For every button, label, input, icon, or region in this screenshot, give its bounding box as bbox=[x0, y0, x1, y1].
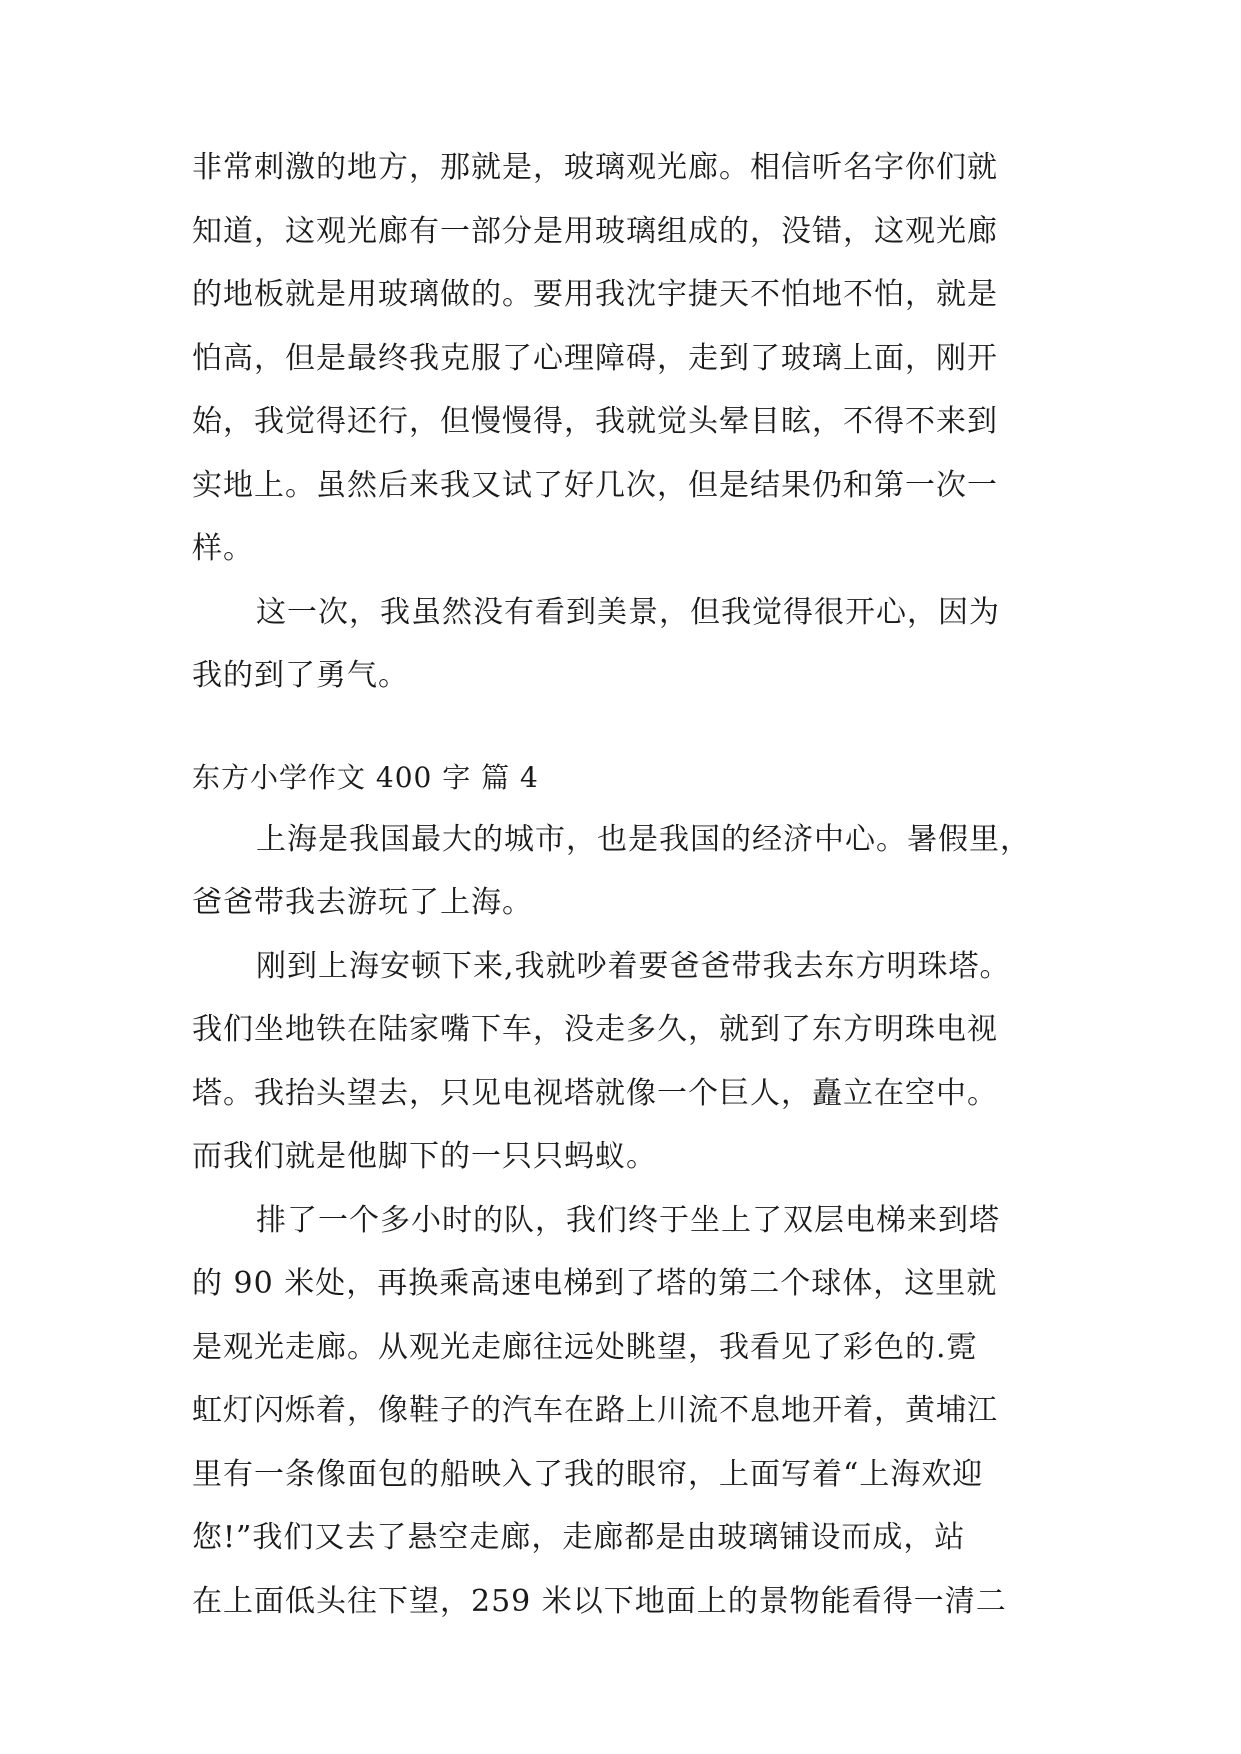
paragraph-line: 刚到上海安顿下来,我就吵着要爸爸带我去东方明珠塔。 bbox=[256, 949, 1011, 984]
paragraph-line: 是观光走廊。从观光走廊往远处眺望，我看见了彩色的.霓 bbox=[192, 1330, 978, 1365]
paragraph-line: 实地上。虽然后来我又试了好几次，但是结果仍和第一次一 bbox=[192, 468, 998, 503]
paragraph-line: 上海是我国最大的城市，也是我国的经济中心。暑假里， bbox=[256, 822, 1031, 857]
paragraph-line: 我们坐地铁在陆家嘴下车，没走多久，就到了东方明珠电视 bbox=[192, 1012, 998, 1047]
paragraph-line: 怕高，但是最终我克服了心理障碍，走到了玻璃上面，刚开 bbox=[192, 341, 998, 376]
paragraph-line: 您!”我们又去了悬空走廊，走廊都是由玻璃铺设而成，站 bbox=[192, 1520, 966, 1555]
paragraph-line: 里有一条像面包的船映入了我的眼帘，上面写着“上海欢迎 bbox=[192, 1457, 984, 1492]
paragraph-line: 虹灯闪烁着，像鞋子的汽车在路上川流不息地开着，黄埔江 bbox=[192, 1393, 998, 1428]
section-heading: 东方小学作文 400 字 篇 4 bbox=[192, 761, 539, 794]
paragraph-line: 这一次，我虽然没有看到美景，但我觉得很开心，因为 bbox=[256, 595, 1000, 630]
paragraph-line: 在上面低头往下望，259 米以下地面上的景物能看得一清二 bbox=[192, 1584, 1007, 1619]
paragraph-line: 的地板就是用玻璃做的。要用我沈宇捷天不怕地不怕，就是 bbox=[192, 277, 998, 312]
paragraph-line: 知道，这观光廊有一部分是用玻璃组成的，没错，这观光廊 bbox=[192, 214, 998, 249]
paragraph-line: 的 90 米处，再换乘高速电梯到了塔的第二个球体，这里就 bbox=[192, 1266, 998, 1301]
paragraph-line: 爸爸带我去游玩了上海。 bbox=[192, 885, 533, 920]
paragraph-line: 我的到了勇气。 bbox=[192, 658, 409, 693]
paragraph-line: 始，我觉得还行，但慢慢得，我就觉头晕目眩，不得不来到 bbox=[192, 404, 998, 439]
paragraph-line: 非常刺激的地方，那就是，玻璃观光廊。相信听名字你们就 bbox=[192, 150, 998, 185]
paragraph-line: 塔。我抬头望去，只见电视塔就像一个巨人，矗立在空中。 bbox=[192, 1076, 998, 1111]
paragraph-line: 而我们就是他脚下的一只只蚂蚁。 bbox=[192, 1139, 657, 1174]
paragraph-line: 排了一个多小时的队，我们终于坐上了双层电梯来到塔 bbox=[256, 1203, 1000, 1238]
paragraph-line: 样。 bbox=[192, 531, 254, 566]
